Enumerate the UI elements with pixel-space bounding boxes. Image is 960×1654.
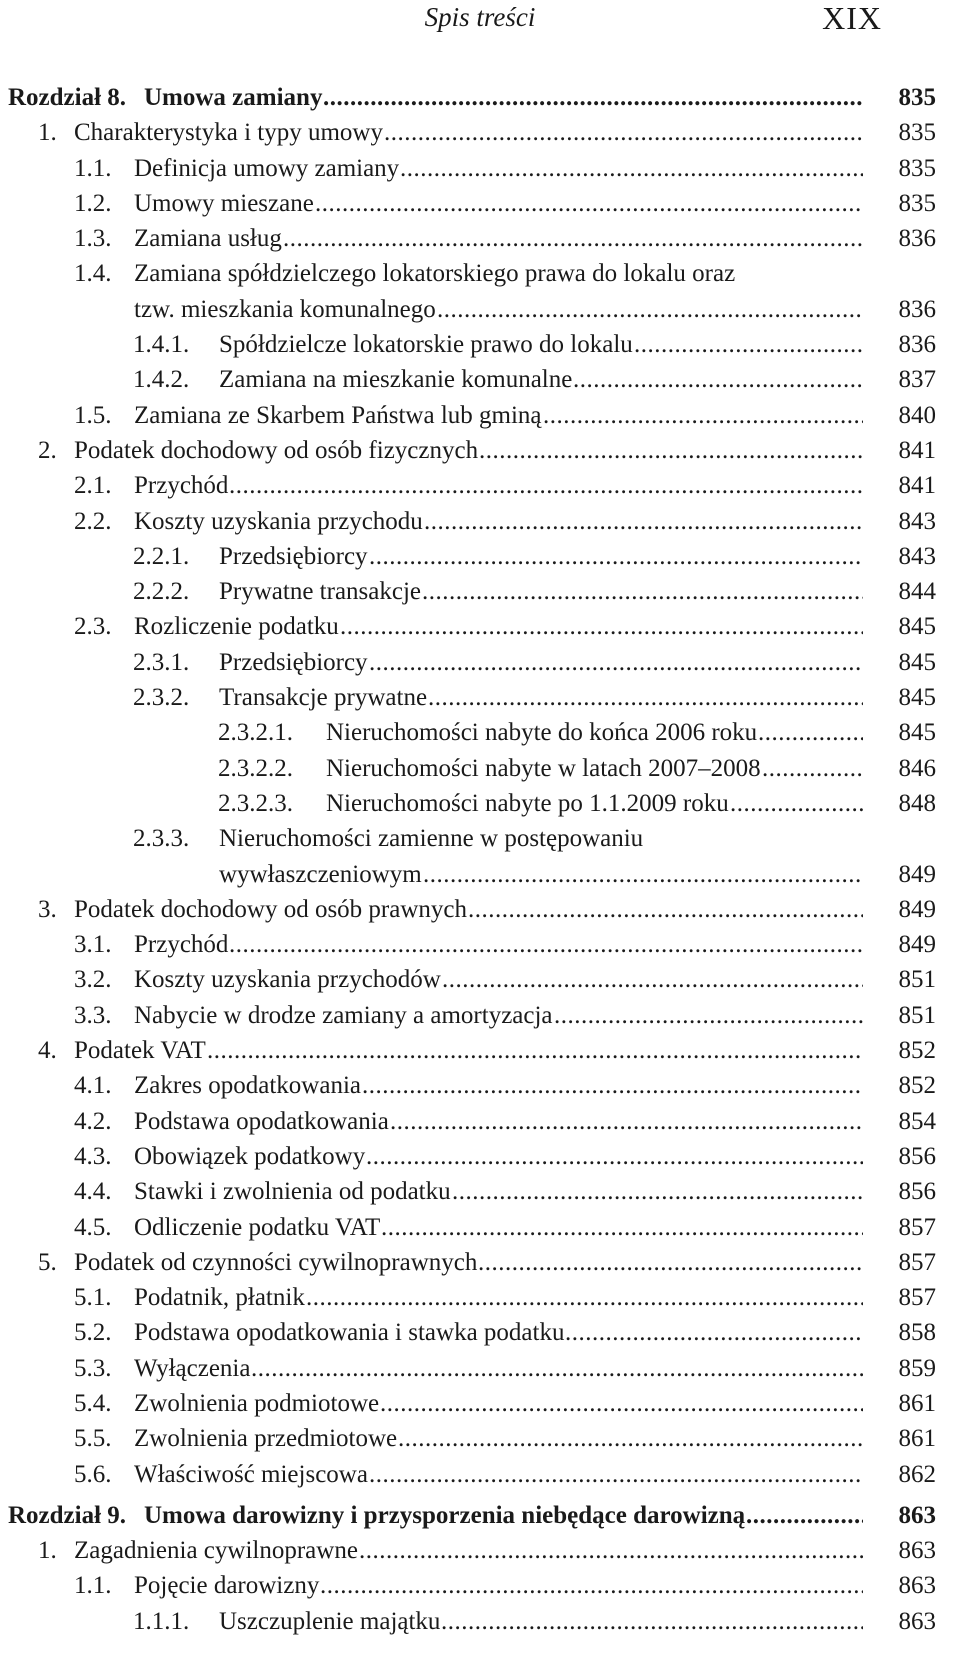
toc-page-number: 836 [898, 225, 936, 253]
dot-leader [359, 1533, 863, 1568]
toc-page-number: 856 [898, 1178, 936, 1206]
toc-page-number: 845 [898, 613, 936, 641]
toc-page-number: 836 [898, 295, 936, 323]
toc-entry-row [0, 1315, 960, 1350]
toc-entry-row [0, 609, 960, 644]
toc-entry-title: Definicja umowy zamiany [134, 154, 400, 182]
toc-entry-number: Rozdział 9. [8, 1501, 127, 1529]
toc-entry-number: 2.2.1. [133, 542, 190, 570]
toc-entry-number: 4. [38, 1037, 57, 1065]
toc-entry-title: Podatek dochodowy od osób fizycznych [74, 436, 479, 464]
toc-entry-number: 5.3. [74, 1354, 112, 1382]
toc-entry-number: 2.3.3. [133, 825, 190, 853]
dot-leader [380, 1386, 863, 1421]
dot-leader [229, 468, 863, 503]
running-head [0, 0, 920, 40]
toc-entry-row [0, 892, 960, 927]
toc-entry-row [0, 1386, 960, 1421]
toc-entry-row [0, 292, 960, 327]
dot-leader [554, 998, 863, 1033]
toc-entry-title: Rozliczenie podatku [134, 613, 339, 641]
toc-entry-number: 4.3. [74, 1142, 112, 1170]
toc-entry-row [0, 433, 960, 468]
toc-entry-row [0, 1604, 960, 1639]
toc-entry-number: 2.3.2.3. [218, 789, 293, 817]
toc-page-number: 835 [898, 189, 936, 217]
toc-entry-number: 1.1. [74, 1572, 112, 1600]
toc-entry-title: Podatek dochodowy od osób prawnych [74, 895, 467, 923]
toc-entry-number: 2.3.2. [133, 684, 190, 712]
dot-leader [634, 327, 863, 362]
toc-entry-number: 3.3. [74, 1001, 112, 1029]
dot-leader [746, 1498, 863, 1533]
toc-entry-title: Transakcje prywatne [219, 684, 428, 712]
toc-entry-row [0, 574, 960, 609]
toc-entry-row [0, 1068, 960, 1103]
toc-entry-number: 1.4. [74, 260, 112, 288]
toc-entry-title: Zakres opodatkowania [134, 1072, 362, 1100]
dot-leader [320, 1568, 863, 1603]
toc-entry-title: Nieruchomości nabyte do końca 2006 roku [326, 719, 758, 747]
toc-entry-title: Przychód [134, 931, 229, 959]
toc-page-number: 837 [898, 366, 936, 394]
dot-leader [369, 1457, 863, 1492]
toc-entry-number: 1.5. [74, 401, 112, 429]
toc-entry-row [0, 151, 960, 186]
toc-page-number: 835 [898, 84, 936, 111]
toc-entry-title: Umowa zamiany [144, 84, 323, 111]
toc-entry-row [0, 821, 960, 856]
toc-entry-number: 5.1. [74, 1284, 112, 1312]
toc-entry-number: 1.2. [74, 189, 112, 217]
toc-entry-number: 1. [38, 1537, 57, 1565]
toc-entry-number: 5.5. [74, 1425, 112, 1453]
dot-leader [424, 504, 863, 539]
toc-entry-row [0, 1174, 960, 1209]
toc-entry-title: Nieruchomości nabyte w latach 2007–2008 [326, 754, 761, 782]
toc-page-number: 851 [898, 966, 936, 994]
dot-leader [422, 574, 863, 609]
toc-entry-title: Umowa darowizny i przysporzenia niebędące darowizną [144, 1501, 746, 1529]
toc-entry-title: Umowy mieszane [134, 189, 314, 217]
dot-leader [441, 1604, 863, 1639]
toc-entry-title: Zamiana na mieszkanie komunalne [219, 366, 573, 394]
table-of-contents [0, 80, 960, 1639]
toc-entry-number: 2.2. [74, 507, 112, 535]
dot-leader [229, 927, 863, 962]
toc-chapter-row [0, 80, 960, 115]
toc-entry-title: Nieruchomości zamienne w postępowaniu [219, 825, 644, 853]
toc-entry-row [0, 1104, 960, 1139]
toc-entry-row [0, 1421, 960, 1456]
toc-entry-title: Uszczuplenie majątku [219, 1607, 441, 1635]
dot-leader [758, 715, 863, 750]
toc-entry-title: Obowiązek podatkowy [134, 1142, 366, 1170]
dot-leader [573, 362, 863, 397]
toc-page-number: 851 [898, 1001, 936, 1029]
toc-entry-number: 1.4.2. [133, 366, 190, 394]
toc-entry-title: Przedsiębiorcy [219, 542, 368, 570]
toc-entry-title: Nabycie w drodze zamiany a amortyzacja [134, 1001, 553, 1029]
toc-entry-title: Zamiana spółdzielczego lokatorskiego prawa do lokalu oraz [134, 260, 736, 288]
toc-entry-number: 2.3.2.2. [218, 754, 293, 782]
toc-entry-title: Koszty uzyskania przychodów [134, 966, 441, 994]
dot-leader [381, 1210, 863, 1245]
toc-entry-row [0, 1245, 960, 1280]
dot-leader [251, 1351, 863, 1386]
toc-page-number: 861 [898, 1425, 936, 1453]
dot-leader [437, 292, 863, 327]
toc-entry-number: 4.1. [74, 1072, 112, 1100]
toc-entry-title-continuation: wywłaszczeniowym [219, 860, 422, 888]
toc-entry-row [0, 751, 960, 786]
toc-entry-title: Koszty uzyskania przychodu [134, 507, 423, 535]
toc-entry-number: 1.4.1. [133, 331, 190, 359]
toc-page-number: 857 [898, 1284, 936, 1312]
toc-entry-number: 1.1. [74, 154, 112, 182]
dot-leader [384, 115, 863, 150]
toc-entry-title: Spółdzielcze lokatorskie prawo do lokalu [219, 331, 633, 359]
toc-entry-number: 2. [38, 436, 57, 464]
toc-page-number: 863 [898, 1607, 936, 1635]
toc-entry-title: Nieruchomości nabyte po 1.1.2009 roku [326, 789, 729, 817]
dot-leader [207, 1033, 863, 1068]
dot-leader [478, 1245, 863, 1280]
toc-entry-title: Odliczenie podatku VAT [134, 1213, 381, 1241]
toc-entry-row [0, 504, 960, 539]
toc-entry-title: Stawki i zwolnienia od podatku [134, 1178, 451, 1206]
toc-entry-row [0, 221, 960, 256]
toc-entry-number: 1.1.1. [133, 1607, 190, 1635]
toc-entry-number: 5.6. [74, 1460, 112, 1488]
toc-page-number: 835 [898, 119, 936, 147]
dot-leader [479, 433, 863, 468]
toc-page-number: 845 [898, 719, 936, 747]
dot-leader [398, 1421, 863, 1456]
toc-entry-row [0, 115, 960, 150]
toc-entry-row [0, 715, 960, 750]
toc-entry-row [0, 539, 960, 574]
toc-page-number: 859 [898, 1354, 936, 1382]
toc-page-number: 849 [898, 860, 936, 888]
toc-page-number: 844 [898, 578, 936, 606]
toc-page-number: 843 [898, 542, 936, 570]
toc-page-number: 857 [898, 1213, 936, 1241]
toc-entry-row [0, 1210, 960, 1245]
toc-entry-row [0, 1033, 960, 1068]
dot-leader [543, 398, 863, 433]
toc-entry-number: 4.5. [74, 1213, 112, 1241]
dot-leader [390, 1104, 863, 1139]
toc-entry-number: 3. [38, 895, 57, 923]
dot-leader [340, 609, 863, 644]
dot-leader [452, 1174, 863, 1209]
toc-entry-title: Podstawa opodatkowania [134, 1107, 389, 1135]
dot-leader [366, 1139, 863, 1174]
toc-entry-title: Prywatne transakcje [219, 578, 422, 606]
toc-page-number: 854 [898, 1107, 936, 1135]
toc-entry-row [0, 362, 960, 397]
toc-entry-number: 2.2.2. [133, 578, 190, 606]
toc-entry-row [0, 186, 960, 221]
toc-page-number: 856 [898, 1142, 936, 1170]
toc-entry-row [0, 1568, 960, 1603]
toc-page-number: 836 [898, 331, 936, 359]
toc-entry-title: Charakterystyka i typy umowy [74, 119, 383, 147]
toc-entry-title: Podatek od czynności cywilnoprawnych [74, 1248, 478, 1276]
toc-entry-number: 5.2. [74, 1319, 112, 1347]
toc-entry-row [0, 962, 960, 997]
toc-page-number: 845 [898, 684, 936, 712]
toc-entry-title-continuation: tzw. mieszkania komunalnego [134, 295, 436, 323]
toc-page-number: 858 [898, 1319, 936, 1347]
dot-leader [565, 1315, 863, 1350]
toc-entry-number: 2.1. [74, 472, 112, 500]
toc-entry-title: Zwolnienia podmiotowe [134, 1389, 380, 1417]
toc-entry-row [0, 468, 960, 503]
toc-entry-row [0, 398, 960, 433]
toc-entry-title: Zamiana ze Skarbem Państwa lub gminą [134, 401, 542, 429]
dot-leader [730, 786, 863, 821]
toc-page-number: 857 [898, 1248, 936, 1276]
dot-leader [468, 892, 863, 927]
toc-entry-number: 2.3. [74, 613, 112, 641]
toc-entry-number: 4.4. [74, 1178, 112, 1206]
toc-entry-row [0, 1457, 960, 1492]
toc-entry-row [0, 927, 960, 962]
toc-page-number: 849 [898, 895, 936, 923]
dot-leader [762, 751, 863, 786]
dot-leader [369, 539, 863, 574]
dot-leader [400, 151, 863, 186]
toc-entry-row [0, 857, 960, 892]
toc-entry-title: Podatek VAT [74, 1037, 206, 1065]
toc-page-number: 863 [898, 1537, 936, 1565]
dot-leader [362, 1068, 863, 1103]
dot-leader [306, 1280, 863, 1315]
toc-page-number: 852 [898, 1037, 936, 1065]
toc-entry-number: 1.3. [74, 225, 112, 253]
toc-entry-number: 3.1. [74, 931, 112, 959]
toc-page-number: 861 [898, 1389, 936, 1417]
toc-page-number: 841 [898, 436, 936, 464]
toc-page-number: 849 [898, 931, 936, 959]
toc-entry-title: Pojęcie darowizny [134, 1572, 320, 1600]
running-head-title: Spis treści [424, 2, 536, 32]
toc-entry-title: Zwolnienia przedmiotowe [134, 1425, 398, 1453]
toc-page-number: 848 [898, 789, 936, 817]
dot-leader [428, 680, 863, 715]
toc-entry-title: Właściwość miejscowa [134, 1460, 368, 1488]
dot-leader [423, 857, 863, 892]
toc-entry-title: Zagadnienia cywilnoprawne [74, 1537, 358, 1565]
toc-entry-number: 2.3.2.1. [218, 719, 293, 747]
toc-entry-row [0, 1533, 960, 1568]
toc-entry-row [0, 680, 960, 715]
toc-chapter-row [0, 1498, 960, 1533]
toc-entry-title: Podatnik, płatnik [134, 1284, 305, 1312]
toc-entry-row [0, 998, 960, 1033]
toc-entry-row [0, 327, 960, 362]
toc-entry-row [0, 1351, 960, 1386]
toc-entry-number: Rozdział 8. [8, 84, 127, 111]
toc-entry-title: Przychód [134, 472, 229, 500]
toc-entry-title: Podstawa opodatkowania i stawka podatku [134, 1319, 565, 1347]
toc-page-number: 845 [898, 648, 936, 676]
toc-page-number: 852 [898, 1072, 936, 1100]
toc-entry-title: Zamiana usług [134, 225, 282, 253]
toc-entry-number: 5. [38, 1248, 57, 1276]
running-head-page-number: XIX [822, 0, 882, 36]
toc-page-number: 862 [898, 1460, 936, 1488]
dot-leader [283, 221, 863, 256]
toc-entry-row [0, 786, 960, 821]
toc-entry-title: Przedsiębiorcy [219, 648, 368, 676]
toc-entry-number: 1. [38, 119, 57, 147]
toc-page-number: 863 [898, 1572, 936, 1600]
toc-entry-row [0, 645, 960, 680]
toc-entry-row [0, 256, 960, 291]
dot-leader [315, 186, 863, 221]
toc-entry-number: 2.3.1. [133, 648, 190, 676]
toc-page-number: 846 [898, 754, 936, 782]
toc-entry-number: 4.2. [74, 1107, 112, 1135]
toc-entry-row [0, 1139, 960, 1174]
toc-entry-row [0, 1280, 960, 1315]
dot-leader [369, 645, 863, 680]
toc-page-number: 863 [898, 1501, 936, 1529]
dot-leader [323, 80, 863, 115]
toc-entry-number: 3.2. [74, 966, 112, 994]
toc-page-number: 840 [898, 401, 936, 429]
toc-page-number: 843 [898, 507, 936, 535]
dot-leader [442, 962, 863, 997]
toc-page-number: 841 [898, 472, 936, 500]
toc-entry-number: 5.4. [74, 1389, 112, 1417]
toc-page-number: 835 [898, 154, 936, 182]
toc-entry-title: Wyłączenia [134, 1354, 251, 1382]
